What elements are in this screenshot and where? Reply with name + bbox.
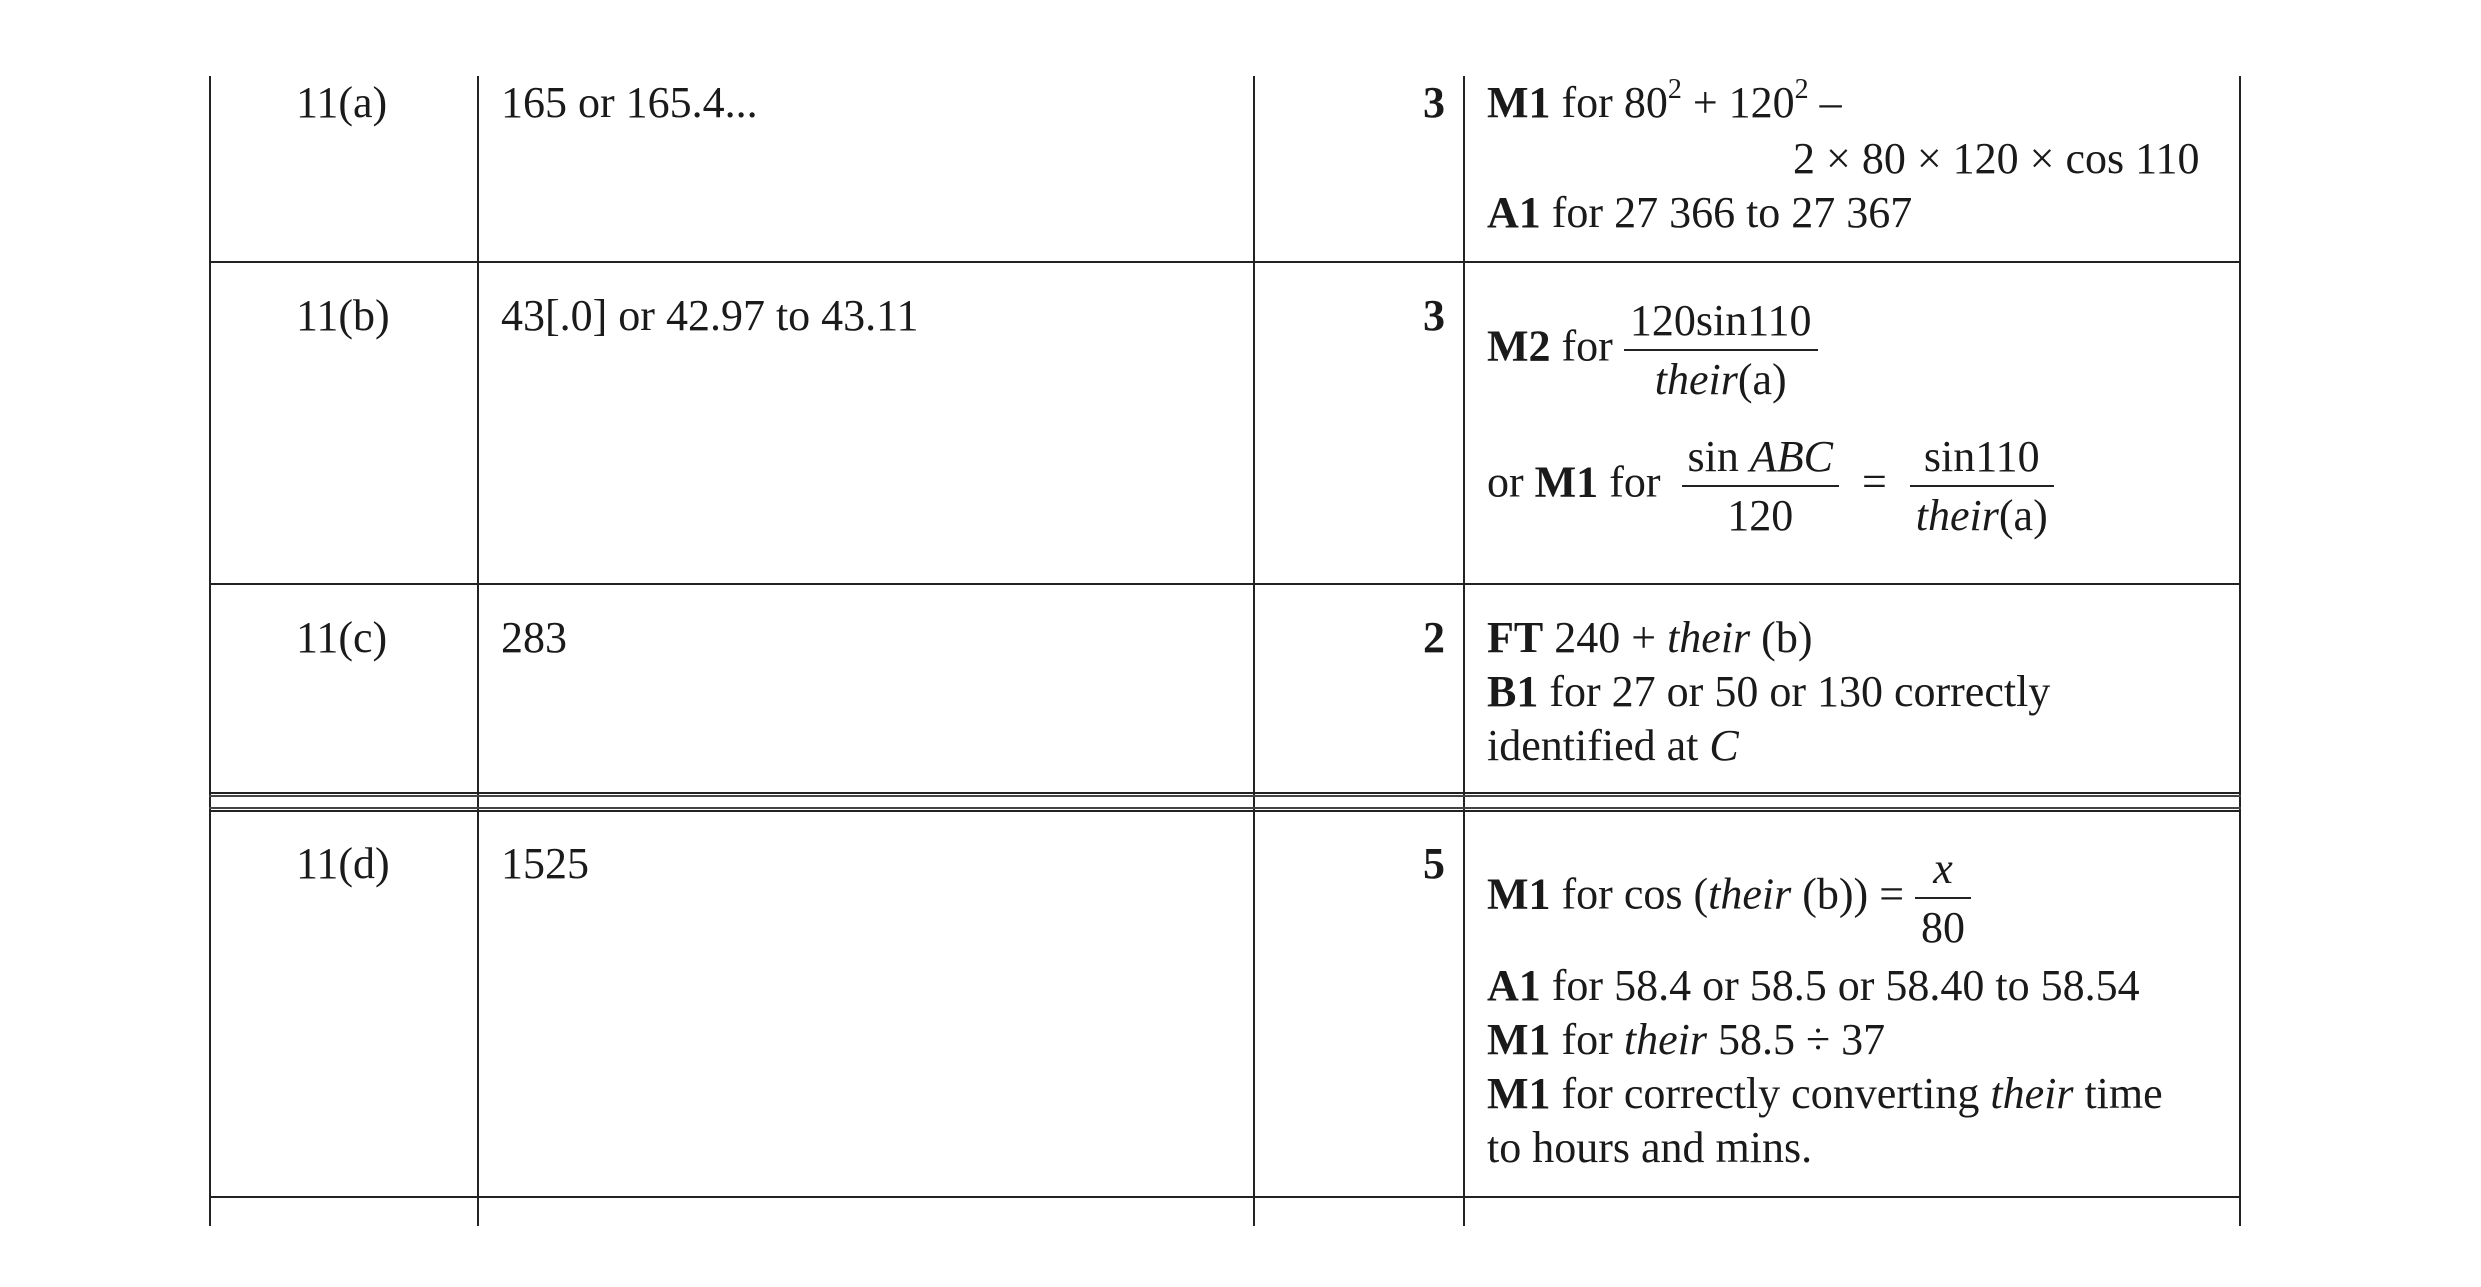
guidance-line: M2 for $\frac{120\sin 110}{\text{their(a)}}$ — [1487, 292, 1818, 408]
answer: 1525 — [501, 839, 589, 888]
fraction: $\frac{120\sin 110}{\text{their(a)}}$ — [1624, 292, 1818, 408]
row-rule — [209, 261, 2241, 263]
column-rule-left — [209, 76, 211, 1226]
guidance-line: identified at C — [1487, 721, 1739, 770]
row-rule — [209, 583, 2241, 585]
row-rule-double-bottom — [209, 807, 2241, 809]
answer: 283 — [501, 613, 567, 662]
method-code: A1 — [1487, 961, 1541, 1010]
method-code: B1 — [1487, 667, 1539, 716]
question-number: 11(d) — [296, 839, 390, 888]
method-code: M1 — [1487, 869, 1551, 919]
column-rule-answer — [1253, 76, 1255, 1226]
guidance-line: B1 for 27 or 50 or 130 correctly — [1487, 667, 2051, 716]
method-code: FT — [1487, 613, 1544, 662]
guidance-line: A1 for 27 366 to 27 367 — [1487, 188, 1913, 237]
method-code: M1 — [1487, 1015, 1551, 1064]
guidance-line: M1 for correctly converting their time — [1487, 1069, 2163, 1118]
column-rule-marks — [1463, 76, 1465, 1226]
marks: 3 — [1423, 291, 1445, 340]
column-rule-question — [477, 76, 479, 1226]
row-rule — [209, 810, 2241, 812]
question-number: 11(c) — [296, 613, 388, 662]
method-code: A1 — [1487, 188, 1541, 237]
guidance-line: to hours and mins. — [1487, 1123, 1813, 1172]
method-code: M1 — [1487, 1069, 1551, 1118]
method-code: M1 — [1534, 457, 1599, 507]
question-number: 11(a) — [296, 78, 388, 127]
guidance-line: M1 for $80^2 + 120^2$ – — [1487, 74, 1842, 127]
guidance-line: M1 for their 58.5 ÷ 37 — [1487, 1015, 1886, 1064]
column-rule-right — [2239, 76, 2241, 1226]
guidance-line: M1 for cos (their (b)) = $\frac{x}{80}$ — [1487, 840, 1971, 956]
marks: 5 — [1423, 839, 1445, 888]
answer: 165 or 165.4... — [501, 78, 758, 127]
fraction: $\frac{\text{sin ABC}}{120}$ — [1682, 428, 1839, 544]
answer: 43[.0] or 42.97 to 43.11 — [501, 291, 919, 340]
method-code: M2 — [1487, 321, 1551, 371]
guidance-line: A1 for 58.4 or 58.5 or 58.40 to 58.54 — [1487, 961, 2140, 1010]
row-rule — [209, 1196, 2241, 1198]
guidance-line: FT 240 + their (b) — [1487, 613, 1813, 662]
marks: 2 — [1423, 613, 1445, 662]
row-rule-double-top — [209, 795, 2241, 797]
row-rule — [209, 792, 2241, 794]
question-number: 11(b) — [296, 291, 390, 340]
fraction: $\frac{x}{80}$ — [1915, 840, 1971, 956]
method-code: M1 — [1487, 78, 1551, 127]
fraction: $\frac{\sin 110}{\text{their(a)}}$ — [1910, 428, 2054, 544]
guidance-line: 2 × 80 × 120 × cos 110 — [1793, 134, 2200, 183]
marks: 3 — [1423, 78, 1445, 127]
guidance-line: or M1 for $\frac{\text{sin ABC}}{120}$ = $\frac{\sin 110}{\text{their(a)}}$ — [1487, 428, 2054, 544]
